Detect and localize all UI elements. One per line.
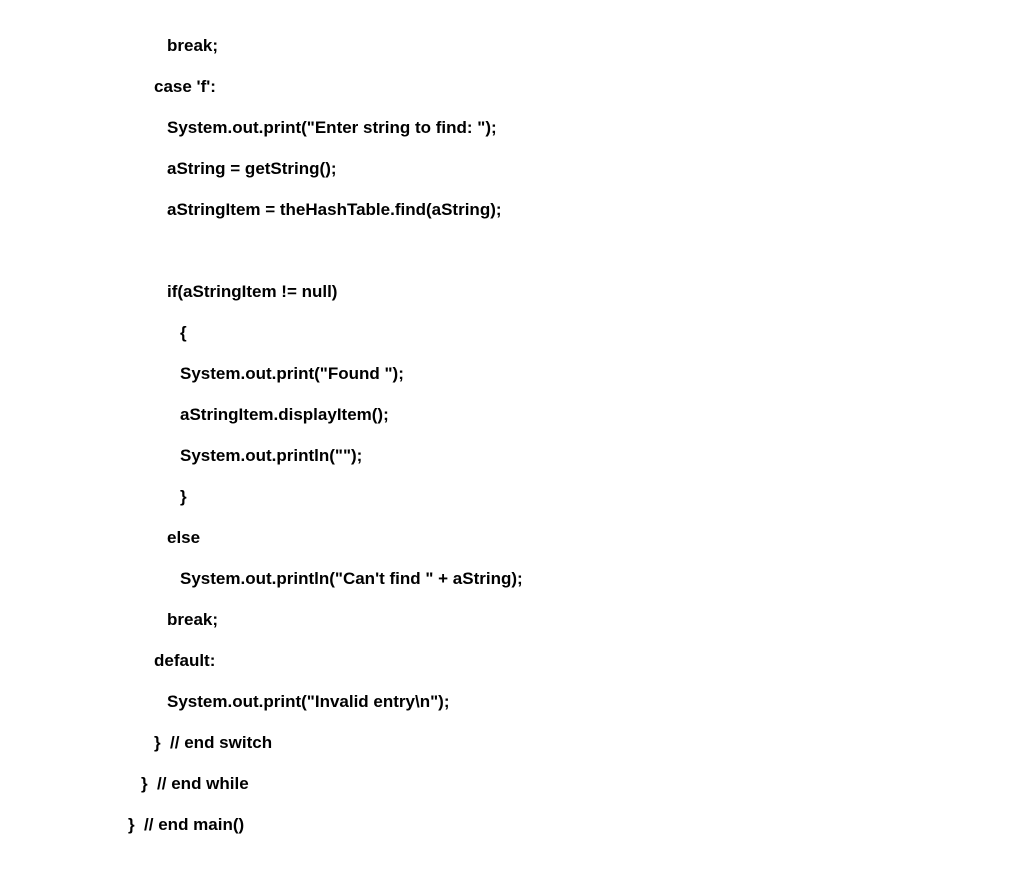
code-line: aStringItem = theHashTable.find(aString); [167,200,502,219]
code-line: default: [154,651,216,670]
code-line: if(aStringItem != null) [167,282,338,301]
code-line: else [167,528,201,547]
code-line: System.out.println("Can't find " + aString); [180,569,523,588]
code-line: case 'f': [154,77,216,96]
code-line: } [180,487,187,506]
code-line: System.out.println(""); [180,446,363,465]
code-line: break; [167,610,219,629]
code-line: } // end main() [128,815,245,834]
code-line: } // end switch [154,733,273,752]
code-line: aString = getString(); [167,159,337,178]
code-line: System.out.print("Enter string to find: "); [167,118,497,137]
code-line: System.out.print("Invalid entry\n"); [167,692,450,711]
code-line: System.out.print("Found "); [180,364,404,383]
code-line: } // end while [141,774,249,793]
code-line: aStringItem.displayItem(); [180,405,389,424]
code-line: break; [167,36,219,55]
code-line: { [180,323,187,342]
